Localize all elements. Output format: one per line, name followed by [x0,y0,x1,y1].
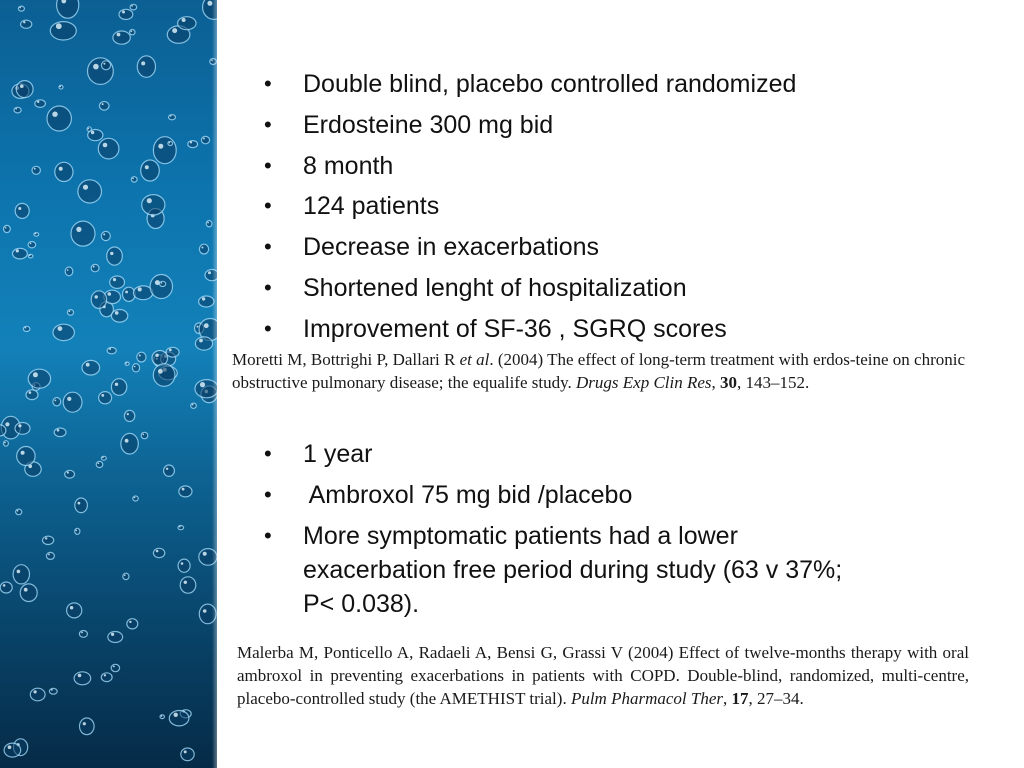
citation-body: Malerba M, Ponticello A, Radaeli A, Bensi G, Grassi V (2004) Effect of twelve-months therapy with oral ambroxol in preventing exacerbations in patients with COPD. Double-blind, randomized, multi-centre, placebo-controlled study (the AMETHIST trial). [237,643,969,708]
bubble-highlight [59,167,63,171]
bullet-item [232,271,923,305]
bubble-highlight [30,243,32,245]
bubble-highlight [23,21,25,23]
bubble [137,56,155,77]
bubble-highlight [158,144,163,149]
bubble-highlight [145,165,149,169]
bubble-highlight [174,713,178,717]
bubble [180,577,196,593]
bubble [20,584,37,602]
bubble-highlight [197,326,199,328]
bubble [153,548,164,557]
bubble-highlight [127,413,129,415]
bubble-highlight [103,233,105,235]
bullet-text: Improvement of SF-36 , SGRQ scores [303,314,727,343]
bubble-highlight [110,252,113,255]
bubble-highlight [203,552,207,556]
bubble-highlight [132,178,134,180]
bubble-highlight [18,207,21,210]
bubble-highlight [115,311,119,315]
bubble-highlight [126,362,128,364]
bubble-highlight [35,233,37,235]
bubble [169,711,189,726]
bubble [121,433,138,454]
bubble-highlight [172,28,177,33]
citation-journal: Pulm Pharmacol Ther [570,689,723,708]
bubble-highlight [155,354,158,357]
panel-edge [212,0,217,768]
bubble [53,324,74,340]
bullet-list-erdosteine [232,67,923,353]
bubble [130,30,135,35]
bubble [65,267,73,276]
bubble-highlight [48,554,50,556]
bubble-highlight [161,715,163,717]
bubble [107,347,116,353]
bubble-highlight [179,526,181,528]
bubble [28,254,33,258]
bullet-item [232,478,923,512]
bullet-item [232,230,923,264]
bubble [18,6,24,11]
bubble-highlight [78,674,82,678]
bubble [53,398,61,406]
bubble-highlight [156,550,159,553]
water-bubbles-image [0,0,217,768]
bubble [101,61,110,70]
citation-pages: 143–152. [745,373,810,392]
bubble-highlight [95,295,98,298]
bubble-highlight [166,468,168,470]
bubble-highlight [51,689,53,691]
bubble-highlight [67,471,69,473]
bubble [91,264,99,271]
bubble-highlight [93,266,95,268]
bubble-highlight [113,666,115,668]
bubble [87,127,91,132]
bubble-highlight [202,297,205,300]
bubble [75,528,80,534]
bubble-highlight [108,292,112,296]
bubble [133,496,138,501]
bubble [16,81,33,98]
bubble-highlight [184,750,187,753]
bullet-dot: • [264,71,272,96]
bubble [16,509,22,515]
bubble [99,392,112,404]
bubble [67,603,82,618]
bubble [99,102,109,111]
bubble [82,360,100,375]
bubble [13,565,29,584]
bubble-highlight [88,128,90,130]
bubble-highlight [60,86,62,88]
bubble [166,347,179,357]
bubble-highlight [5,422,9,426]
bubble-highlight [4,442,6,444]
bubble-highlight [102,103,104,105]
bubble-highlight [131,31,133,33]
bullet-dot: • [264,274,272,300]
bubble-highlight [83,722,86,725]
bubble [169,115,176,120]
bullet-list-ambroxol [232,437,923,627]
bubble-highlight [55,400,57,402]
bubble [80,718,95,735]
bubble-highlight [139,355,141,357]
bullet-dot: • [264,441,272,466]
citation-volume: 30 [720,373,738,392]
bubble-highlight [21,451,25,455]
bubble [164,465,175,476]
bubble [59,85,63,89]
bubble [130,4,137,10]
bubble [132,364,139,372]
bubble-highlight [169,142,171,144]
bullet-dot: • [264,193,272,219]
bubble [124,410,134,421]
bubble-highlight [103,63,105,65]
bubble-highlight [122,11,125,14]
bubble [47,106,71,131]
bullet-text: Erdosteine 300 mg bid [303,110,554,139]
bubble-highlight [16,249,19,252]
bubble [127,619,138,629]
bubble [199,244,208,254]
bubble [141,432,148,438]
bubble-highlight [158,369,163,374]
bubble-highlight [24,588,28,592]
bubble-highlight [25,327,27,329]
bubble-highlight [104,674,106,676]
bullet-item [232,437,923,471]
bubble [28,242,36,248]
bubble-highlight [204,323,209,328]
bubble-highlight [15,108,17,110]
bubble-highlight [29,391,32,394]
bubble [54,428,66,437]
bubble-highlight [111,633,114,636]
bubble-highlight [86,363,90,367]
bubble-highlight [17,510,19,512]
bubble [178,526,184,530]
bubble [4,225,11,232]
bullet-item [232,519,863,621]
bubble-highlight [125,291,128,294]
bubble [46,552,54,559]
bubble-highlight [67,397,71,401]
bubble-highlight [8,745,12,749]
bubble-highlight [93,64,99,70]
bullet-dot: • [264,315,272,341]
bubble [32,166,40,174]
bubble [26,390,38,400]
bubble-highlight [181,562,184,565]
bubble [0,582,12,593]
bubble-highlight [203,138,205,140]
bubble [57,0,79,18]
bubble-highlight [143,434,145,436]
bubbles-graphic [0,0,217,768]
bubble-highlight [182,18,186,22]
bubble-highlight [52,112,57,117]
bubble-highlight [134,366,136,368]
bullet-text: Decrease in exacerbations [303,233,599,262]
bubble-highlight [113,278,116,281]
bubble [101,673,112,682]
bubble-highlight [138,287,142,291]
bubble-highlight [115,383,118,386]
bubble [195,337,212,350]
bubble [141,160,160,181]
bubble-highlight [182,488,185,491]
bubble-highlight [37,101,39,103]
bubble-highlight [192,404,194,406]
bubble-highlight [109,348,111,350]
bubble-highlight [56,23,62,29]
bubble [160,281,166,286]
bubble-highlight [67,269,69,271]
bubble-highlight [134,497,136,499]
bubble [178,559,190,572]
bubble-highlight [57,429,60,432]
bubble-highlight [131,5,133,7]
bubble [17,447,35,466]
bubble-highlight [208,271,211,274]
bubble [111,379,126,396]
bubble-highlight [207,222,209,224]
bullet-text: Ambroxol 75 mg bid /placebo [303,480,633,509]
bullet-text: Double blind, placebo controlled randomized [303,70,797,98]
bubble [49,688,57,694]
bullet-dot: • [264,481,272,507]
bubble [15,203,29,218]
bubble-highlight [169,349,172,352]
bullet-text: More symptomatic patients had a lower exacerbation free period during study (63 v 37%; P< 0.038). [303,521,843,618]
bubble [23,326,30,331]
bubble-highlight [199,339,203,343]
citation-authors: Moretti M, Bottrighi P, Dallari R [232,350,456,369]
bullet-dot: • [264,111,272,137]
bullet-text: Shortened lenght of hospitalization [303,273,687,302]
bubble-highlight [18,424,21,427]
bubble [179,486,192,497]
bubble-highlight [161,282,163,284]
bubble [153,364,175,387]
bubble [96,461,103,467]
bubble [75,498,88,513]
bubble [65,470,75,478]
bubble [91,291,106,309]
bubble [71,221,95,246]
bubble [168,141,173,145]
bubble [63,392,82,412]
bullet-text: 124 patients [303,192,440,221]
bubble [119,9,133,19]
bubble [15,423,30,435]
bubble-highlight [76,530,78,532]
bubble-highlight [17,570,21,574]
bubble [123,573,129,579]
bubble-highlight [91,131,94,134]
bubble [98,138,119,159]
bubble [142,195,165,215]
bullet-dot: • [264,234,272,260]
bubble [107,247,123,265]
bubble [111,310,127,323]
bubble [191,403,197,408]
bubble-highlight [203,609,207,613]
bubble [50,22,76,40]
bubble [101,231,110,240]
bubble [201,136,209,143]
bubble [137,352,146,362]
bubble [35,100,46,108]
bullet-dot: • [264,522,272,548]
bubble [14,107,21,113]
bubble [188,141,198,148]
bubble-highlight [78,502,81,505]
bubble [0,425,6,436]
bubble-highlight [98,463,100,465]
bubble-highlight [20,7,22,9]
bubble-highlight [34,690,37,693]
bubble [21,20,32,28]
bubble [153,137,176,164]
bubble-highlight [103,143,108,148]
bubble [79,631,87,638]
bubble-highlight [117,33,121,37]
bubble-highlight [76,227,81,232]
bullet-item [232,189,923,223]
bubble-highlight [69,311,71,313]
bubble-highlight [124,575,126,577]
bubble-highlight [141,61,145,65]
bullet-dot: • [264,152,272,178]
bubble [30,688,45,701]
bubble [55,162,73,181]
bubble-highlight [129,621,131,623]
bubble-highlight [33,372,38,377]
bubble-highlight [125,439,129,443]
bubble-highlight [170,115,172,117]
bubble-highlight [3,584,6,587]
bubble [3,441,8,446]
bullet-item [232,149,923,183]
bubble [34,233,39,237]
bubble [108,632,123,643]
bubble-highlight [201,247,203,249]
bullet-item [232,67,923,101]
bubble-highlight [147,198,152,203]
bubble-highlight [70,606,73,609]
bubble [181,748,194,761]
bubble [101,456,106,460]
bubble [111,664,119,671]
bubble-highlight [190,141,192,143]
bubble [178,17,196,30]
bubble [67,310,73,316]
bubble-highlight [83,185,88,190]
citation-malerba: Malerba M, Ponticello A, Radaeli A, Bensi G, Grassi V (2004) Effect of twelve-months therapy with oral ambroxol in preventing exacerbations in patients with COPD. Double-blind, randomized, multi-centre, placebo-controlled study (the AMETHIST trial). Pulm Pharmacol Ther, 17, 27–34. [237,643,969,708]
bubble [110,276,125,288]
bubble [160,715,164,719]
citation-volume: 17 [731,689,749,708]
bubble-highlight [101,394,104,397]
bubble [74,672,91,685]
bubble-highlight [20,84,24,88]
bubble [78,180,102,203]
bullet-item [232,108,923,142]
bubble [28,369,50,388]
bubble [13,248,28,259]
bubble [113,31,130,44]
bubble-highlight [34,168,36,170]
bubble-highlight [200,382,205,387]
bullet-text: 8 month [303,151,394,180]
bubble-highlight [5,227,7,229]
bubble [43,536,54,544]
citation-pages: 27–34. [757,689,804,708]
bullet-text: 1 year [303,440,373,468]
bullet-item [232,312,923,346]
citation-etal: et al [459,350,490,369]
bubble-highlight [58,326,63,331]
bubble [4,743,21,757]
bubble-highlight [45,537,47,539]
bubble-highlight [102,457,104,459]
bubble-highlight [29,255,31,257]
citation-journal: Drugs Exp Clin Res [576,373,712,392]
bubble [131,177,137,182]
citation-moretti: Moretti M, Bottrighi P, Dallari R et al. (2004) The effect of long-term treatment with erdos-teine on chronic obstructive pulmonary disease; the equalife study. Drugs Exp Clin Res, 30, 143–152. [232,350,966,392]
bubble-highlight [184,581,187,584]
citation-body: . (2004) The effect of long-term treatment with erdos-teine on chronic obstructive pulmonary disease; the equalife study. [232,350,966,392]
bubble-highlight [81,632,83,634]
